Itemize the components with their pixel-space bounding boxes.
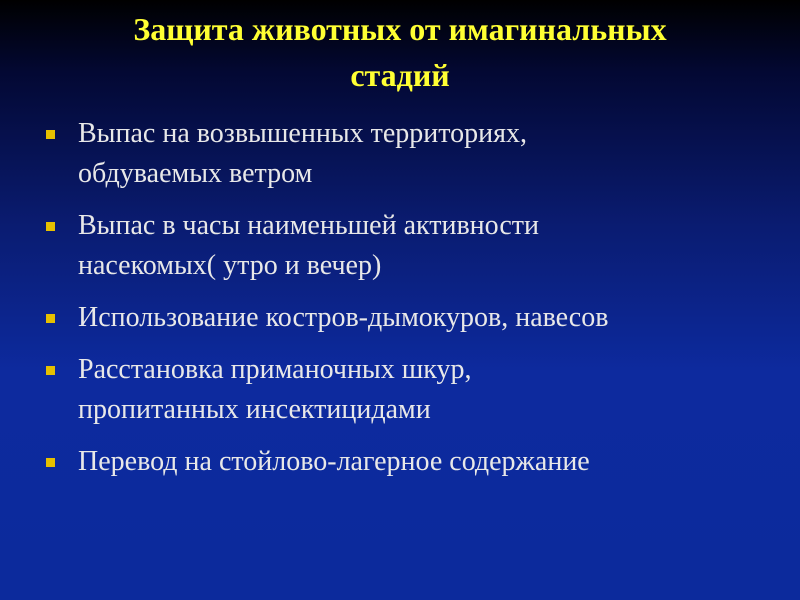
bullet-text-line: пропитанных инсектицидами — [78, 394, 431, 425]
bullet-text-line: насекомых( утро и вечер) — [78, 250, 382, 281]
bullet-item — [44, 442, 764, 482]
square-bullet-icon — [46, 314, 55, 323]
bullet-text-line: Перевод на стойлово-лагерное содержание — [78, 446, 590, 477]
bullet-text-line: обдуваемых ветром — [78, 158, 313, 189]
bullet-item — [44, 114, 764, 194]
slide-title — [40, 6, 760, 98]
bullet-text-line: Расстановка приманочных шкур, — [78, 354, 472, 385]
bullet-item — [44, 298, 764, 338]
square-bullet-icon — [46, 130, 55, 139]
bullet-text-line: Выпас на возвышенных территориях, — [78, 118, 528, 149]
bullet-text-line: Использование костров-дымокуров, навесов — [78, 302, 609, 333]
bullet-text-line: Выпас в часы наименьшей активности — [78, 210, 540, 241]
bullet-item — [44, 350, 764, 430]
slide-title-line-1: Защита животных от имагинальных — [133, 11, 667, 47]
slide-title-line-2: стадий — [350, 57, 450, 93]
bullet-list — [44, 114, 764, 494]
square-bullet-icon — [46, 366, 55, 375]
square-bullet-icon — [46, 222, 55, 231]
bullet-item — [44, 206, 764, 286]
square-bullet-icon — [46, 458, 55, 467]
